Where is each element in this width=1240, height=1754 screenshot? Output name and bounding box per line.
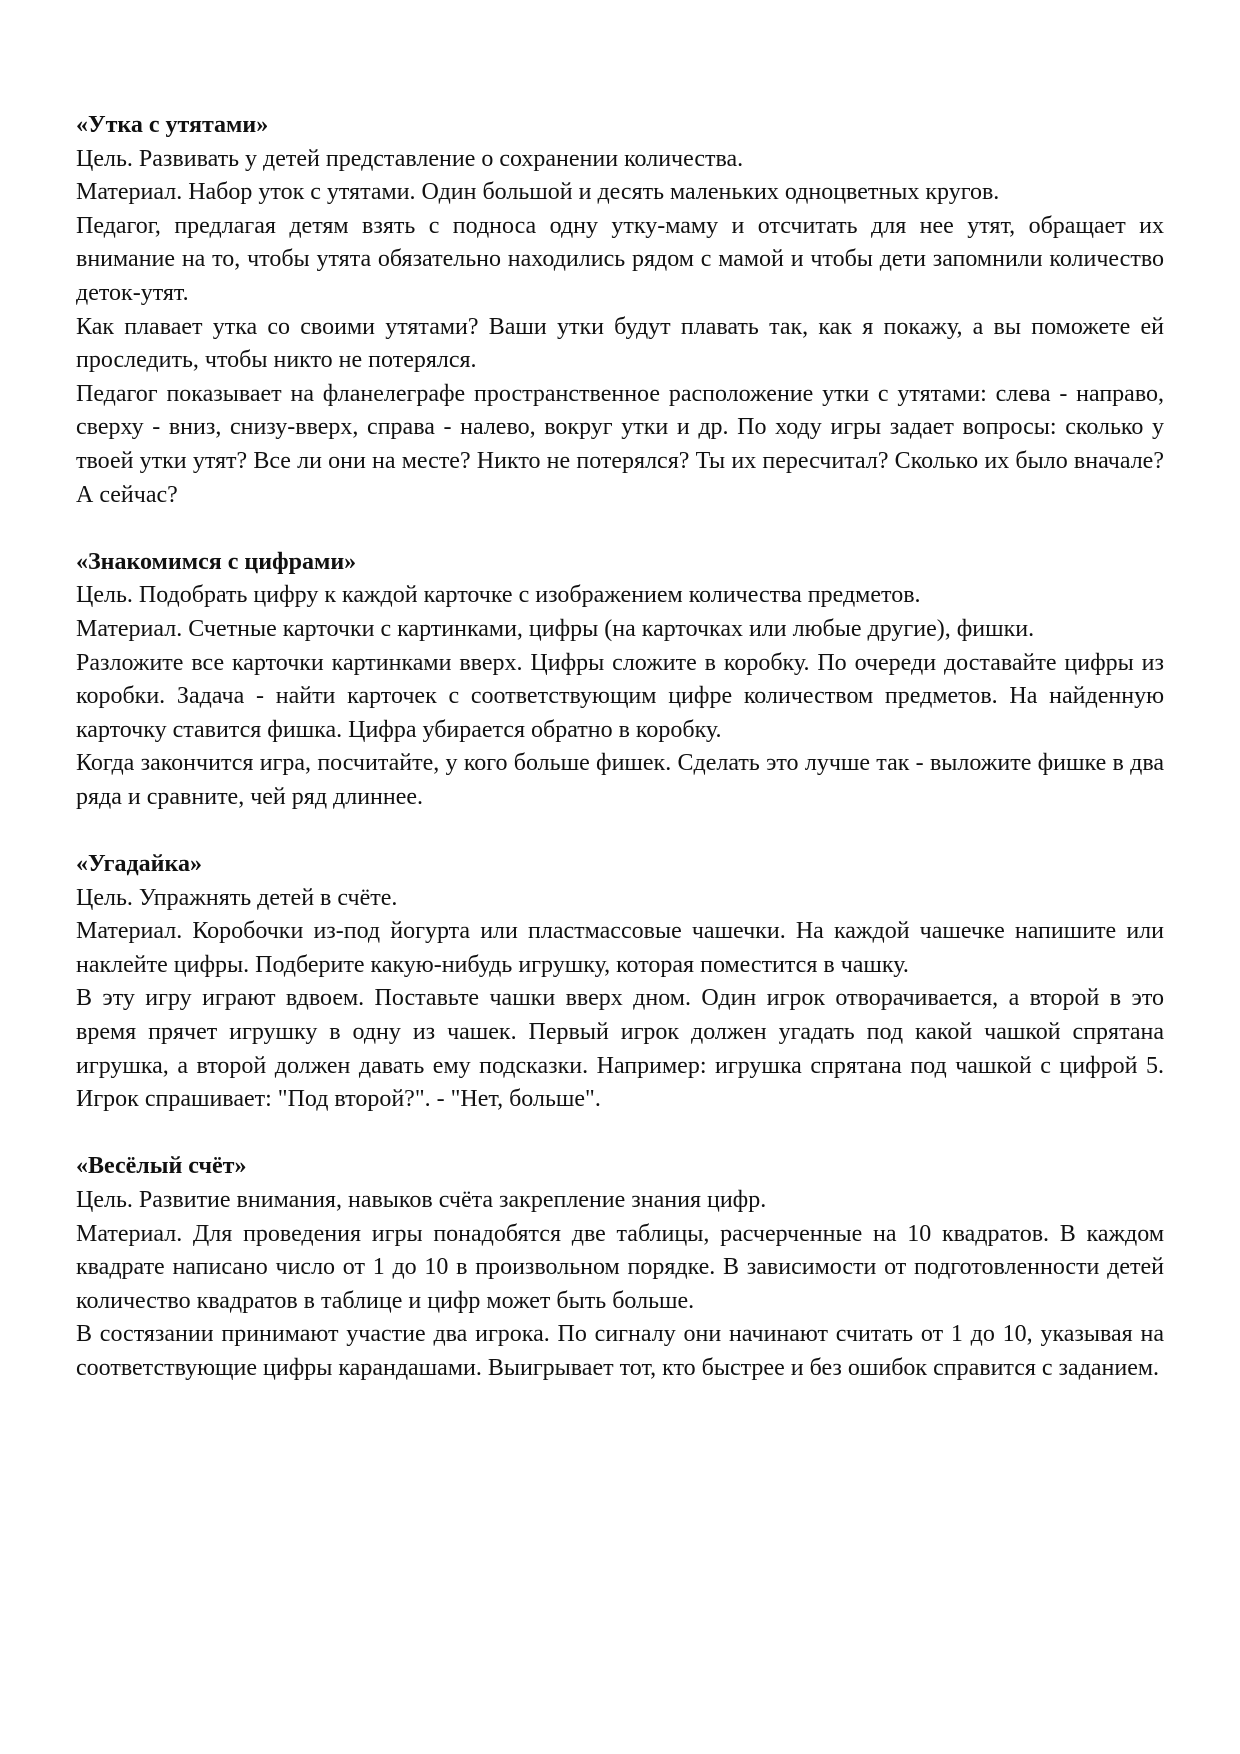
- section-title: «Весёлый счёт»: [76, 1153, 247, 1180]
- goal-paragraph: Цель. Развитие внимания, навыков счёта закрепление знания цифр.: [76, 1187, 767, 1213]
- body-paragraph: Как плавает утка со своими утятами? Ваши утки будут плавать так, как я покажу, а вы поможете ей проследить, чтобы никто не потерялся.: [76, 313, 1164, 374]
- material-paragraph: Материал. Набор уток с утятами. Один большой и десять маленьких одноцветных кругов.: [76, 179, 1000, 206]
- body-paragraph: В эту игру играют вдвоем. Поставьте чашки вверх дном. Один игрок отворачивается, а второй в это время прячет игрушку в одну из чашек. Первый игрок должен угадать под какой чашкой спрятана игрушка, а второй должен давать ему подсказки. Например: игрушка спрятана под чашкой с цифрой 5. Игрок спрашивает: "Под второй?". - "Нет, больше".: [76, 985, 1164, 1113]
- body-paragraph: В состязании принимают участие два игрока. По сигналу они начинают считать от 1 до 10, указывая на соответствующие цифры карандашами. Выигрывает тот, кто быстрее и без ошибок справится с заданием.: [76, 1321, 1164, 1381]
- goal-paragraph: Цель. Развивать у детей представление о сохранении количества.: [76, 145, 744, 172]
- material-paragraph: Материал. Для проведения игры понадобятся две таблицы, расчерченные на 10 квадратов. В каждом квадрате написано число от 1 до 10 в произвольном порядке. В зависимости от подготовленности детей количество квадратов в таблице и цифр может быть больше.: [76, 1220, 1164, 1314]
- section-title: «Угадайка»: [76, 851, 202, 878]
- section-title: «Утка с утятами»: [76, 112, 269, 138]
- material-paragraph: Материал. Счетные карточки с картинками, цифры (на карточках или любые другие), фишки.: [76, 615, 1035, 642]
- game-section-guess: [76, 848, 1164, 1117]
- body-paragraph: Когда закончится игра, посчитайте, у кого больше фишек. Сделать это лучше так - выложите фишке в два ряда и сравните, чей ряд длиннее.: [76, 750, 1164, 810]
- game-section-digits: [76, 546, 1164, 815]
- body-paragraph: Педагог, предлагая детям взять с подноса одну утку-маму и отсчитать для нее утят, обращает их внимание на то, чтобы утята обязательно находились рядом с мамой и чтобы дети запомнили количество деток-утят.: [76, 212, 1164, 306]
- game-section-counting: [76, 1150, 1164, 1385]
- game-section-duck: [76, 109, 1164, 512]
- material-paragraph: Материал. Коробочки из-под йогурта или пластмассовые чашечки. На каждой чашечке напишите или наклейте цифры. Подберите какую-нибудь игрушку, которая поместится в чашку.: [76, 918, 1164, 978]
- goal-paragraph: Цель. Подобрать цифру к каждой карточке с изображением количества предметов.: [76, 582, 921, 609]
- body-paragraph: Разложите все карточки картинками вверх. Цифры сложите в коробку. По очереди доставайте цифры из коробки. Задача - найти карточек с соответствующим цифре количеством предметов. На найденную карточку ставится фишка. Цифра убирается обратно в коробку.: [76, 649, 1164, 743]
- document-body: [76, 109, 1164, 1419]
- body-paragraph: Педагог показывает на фланелеграфе пространственное расположение утки с утятами: слева - направо, сверху - вниз, снизу-вверх, справа - налево, вокруг утки и др. По ходу игры задает вопросы: сколько у твоей утки утят? Все ли они на месте? Никто не потерялся? Ты их пересчитал? Сколько их было вначале? А сейчас?: [76, 380, 1164, 508]
- section-title: «Знакомимся с цифрами»: [76, 548, 357, 575]
- goal-paragraph: Цель. Упражнять детей в счёте.: [76, 884, 398, 911]
